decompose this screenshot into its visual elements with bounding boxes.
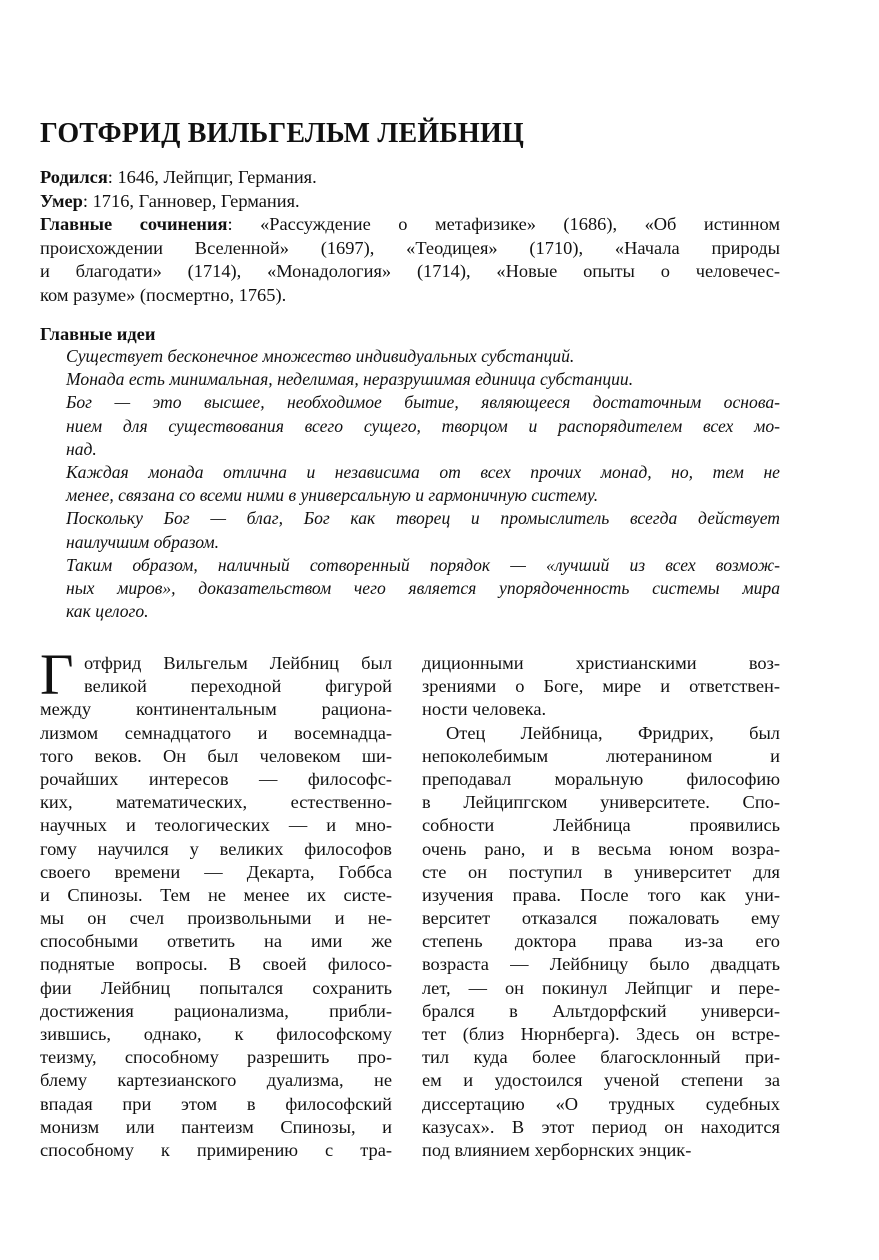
body-line: достижения рационализма, прибли- [40, 1000, 392, 1021]
works-line: происхождении Вселенной» (1697), «Теодицея» (1710), «Начала природы [40, 237, 780, 258]
body-line: способному к примирению с тра- [40, 1139, 392, 1160]
body-line: степень доктора права из-за его [422, 931, 780, 952]
main-idea-item [66, 507, 780, 553]
body-line: великой переходной фигурой [84, 676, 392, 697]
died-line [40, 190, 780, 214]
body-line: под влиянием херборнских энцик- [422, 1139, 692, 1160]
body-line: диссертацию «О трудных судебных [422, 1093, 780, 1114]
main-idea-line: Таким образом, наличный сотворенный порядок — «лучший из всех возмож- [66, 554, 780, 575]
body-line: способными ответить на ими же [40, 931, 392, 952]
body-line: научных и теологических — и мно- [40, 815, 392, 836]
main-ideas-heading: Главные идеи [40, 324, 156, 344]
born-label: Родился [40, 167, 108, 187]
works-line: Главные сочинения: «Рассуждение о метафизике» (1686), «Об истинном [40, 214, 780, 234]
body-line: лизмом семнадцатого и восемнадца- [40, 722, 392, 743]
body-line: и Спинозы. Тем не менее их систе- [40, 884, 392, 905]
main-ideas-list [66, 345, 780, 623]
body-line: отфрид Вильгельм Лейбниц был [84, 653, 392, 673]
body-line: верситет отказался пожаловать ему [422, 908, 780, 929]
main-idea-item [66, 461, 780, 507]
main-idea-line: над. [66, 438, 97, 459]
works-block [40, 213, 780, 307]
main-idea-line: Монада есть минимальная, неделимая, неразрушимая единица субстанции. [66, 369, 634, 390]
died-value: : 1716, Ганновер, Германия. [82, 190, 300, 211]
body-line: блему картезианского дуализма, не [40, 1070, 392, 1091]
main-idea-line: Существует бесконечное множество индивидуальных субстанций. [66, 346, 575, 366]
main-idea-item [66, 391, 780, 461]
body-line: рочайших интересов — философс- [40, 768, 392, 789]
body-line: между континентальным рациона- [40, 699, 392, 720]
body-line: диционными христианскими воз- [422, 653, 780, 673]
born-line [40, 166, 780, 190]
main-idea-line: нием для существования всего сущего, творцом и распорядителем всех мо- [66, 415, 780, 436]
main-idea-line: менее, связана со всеми ними в универсальную и гармоничную систему. [66, 485, 599, 506]
body-column-right [422, 652, 780, 1162]
body-line: лет, — он покинул Лейпциг и пере- [422, 977, 780, 998]
main-idea-line: Поскольку Бог — благ, Бог как творец и промыслитель всегда действует [66, 508, 780, 529]
body-line: изучения права. После того как уни- [422, 884, 780, 905]
body-line: очень рано, и в весьма юном возра- [422, 838, 780, 859]
body-line: своего времени — Декарта, Гоббса [40, 861, 392, 882]
body-line: монизм или пантеизм Спинозы, и [40, 1116, 392, 1137]
body-line: того веков. Он был человеком ши- [40, 745, 392, 766]
body-line: поднятые вопросы. В своей филосо- [40, 954, 392, 975]
body-line: брался в Альтдорфский универси- [422, 1000, 780, 1021]
body-line: мы он счел произвольными и не- [40, 908, 392, 929]
body-line: непоколебимым лютеранином и [422, 745, 780, 766]
body-line: тил куда более благосклонный при- [422, 1047, 780, 1068]
body-line: гому научился у великих философов [40, 838, 392, 859]
body-line: зившись, однако, к философскому [40, 1024, 392, 1044]
main-idea-line: Каждая монада отлична и независима от всех прочих монад, но, тем не [66, 462, 780, 483]
works-label: Главные сочинения [40, 214, 228, 234]
main-idea-line: ных миров», доказательством чего является упорядоченность системы мира [66, 578, 780, 599]
main-idea-line: наилучшим образом. [66, 531, 220, 552]
body-line: зрениями о Боге, мире и ответствен- [422, 676, 780, 697]
body-column-left [40, 642, 392, 1162]
body-line: фии Лейбниц попытался сохранить [40, 977, 392, 998]
body-line: собности Лейбница проявились [422, 815, 780, 836]
page-title: ГОТФРИД ВИЛЬГЕЛЬМ ЛЕЙБНИЦ [40, 118, 524, 149]
main-idea-item [66, 345, 780, 368]
body-line: Отец Лейбница, Фридрих, был [446, 722, 780, 743]
body-line: сте он поступил в университет для [422, 861, 780, 882]
drop-cap: Г [40, 642, 74, 707]
body-line: впадая при этом в философский [40, 1093, 392, 1114]
main-idea-item [66, 554, 780, 624]
bio-block [40, 166, 780, 307]
body-line: возраста — Лейбницу было двадцать [422, 954, 780, 975]
main-idea-item [66, 368, 780, 391]
body-line: теизму, способному разрешить про- [40, 1047, 392, 1068]
body-line: в Лейципгском университете. Спо- [422, 792, 780, 813]
born-value: : 1646, Лейпциг, Германия. [107, 167, 317, 187]
body-line: казусах». В этот период он находится [422, 1116, 780, 1137]
works-line: и благодати» (1714), «Монадология» (1714), «Новые опыты о человечес- [40, 261, 780, 281]
body-line: ких, математических, естественно- [40, 792, 392, 813]
body-line: ности человека. [422, 699, 547, 720]
died-label: Умер [40, 190, 83, 211]
works-line: ком разуме» (посмертно, 1765). [40, 284, 287, 305]
body-line: преподавал моральную философию [422, 768, 780, 789]
body-line: тет (близ Нюрнберга). Здесь он встре- [422, 1024, 780, 1044]
main-idea-line: как целого. [66, 601, 149, 622]
body-line: ем и удостоился ученой степени за [422, 1070, 780, 1091]
main-idea-line: Бог — это высшее, необходимое бытие, являющееся достаточным основа- [66, 392, 780, 413]
